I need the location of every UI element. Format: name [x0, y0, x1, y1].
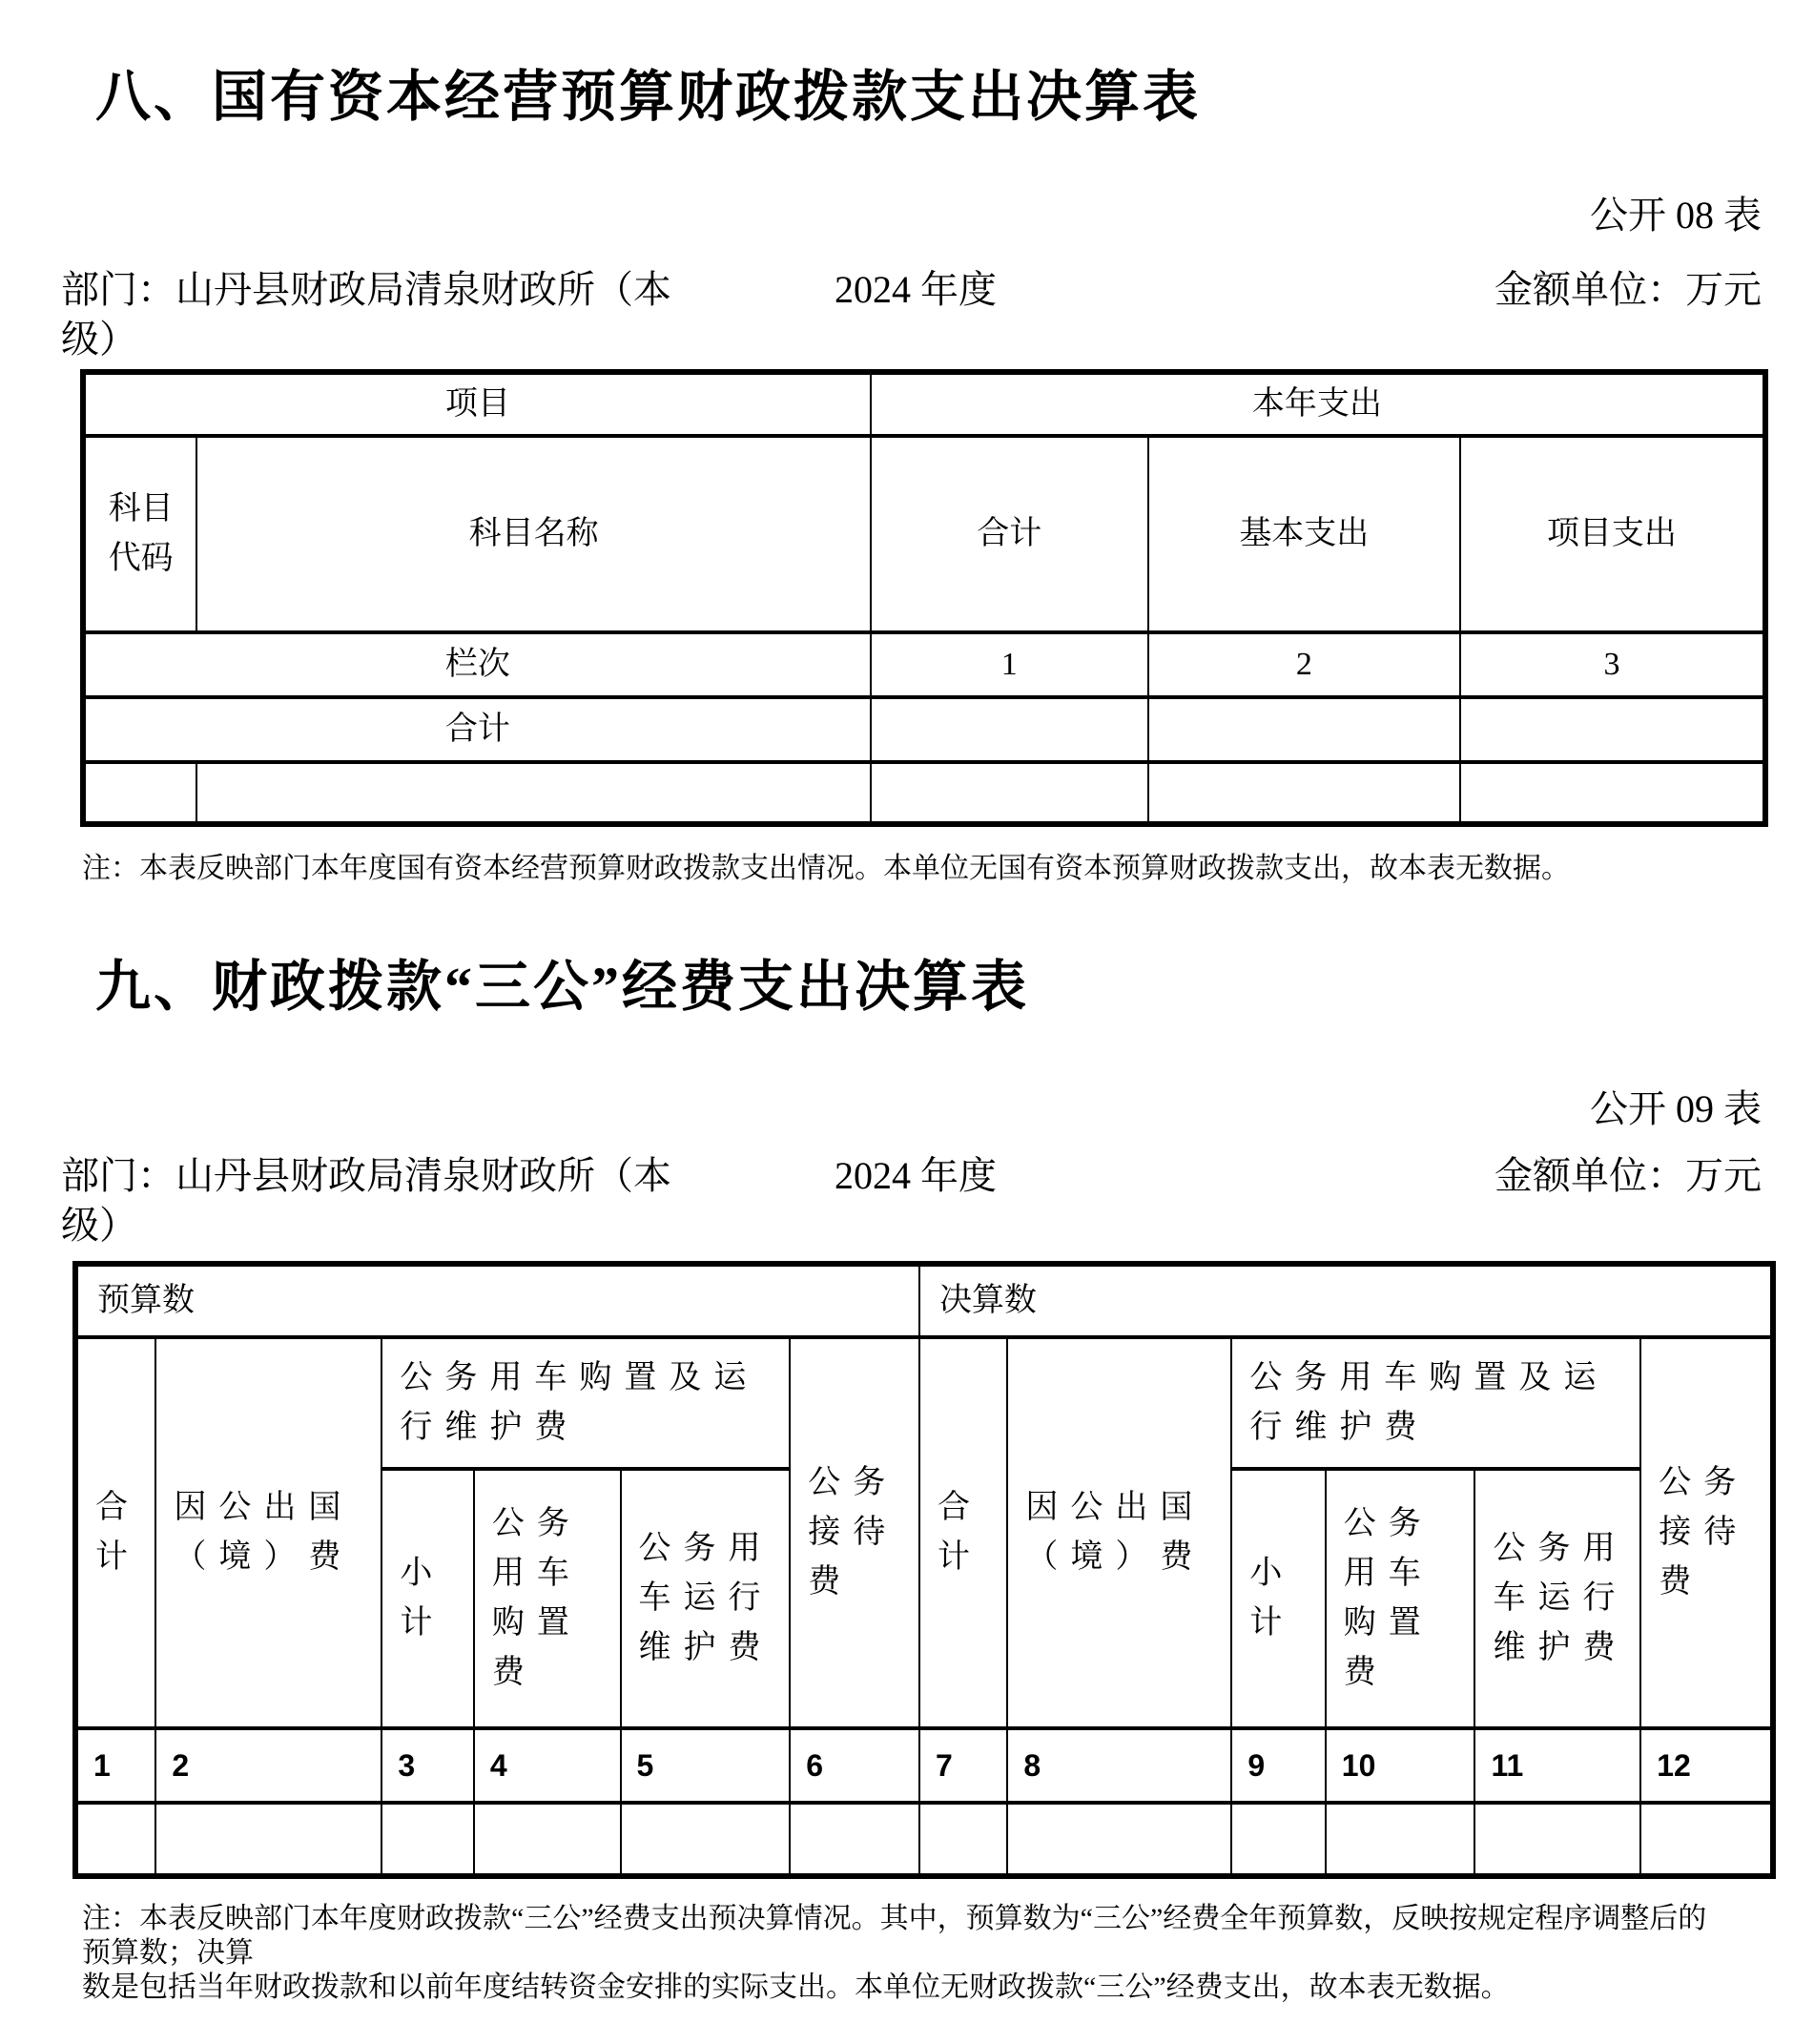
department-label: [61, 1151, 767, 1250]
empty-cell: [83, 762, 196, 824]
total-row-label: 合计: [83, 697, 871, 762]
fiscal-year-label: 2024 年度: [835, 1154, 997, 1197]
header-reception-fee-budget: 公务接待费: [790, 1337, 919, 1728]
header-grand-total-final: 合计: [919, 1337, 1007, 1728]
empty-cell: [155, 1803, 381, 1876]
state-capital-expenditure-table: [80, 369, 1768, 827]
column-number: 3: [381, 1728, 473, 1803]
header-abroad-fee-final: 因公出国（境）费: [1007, 1337, 1231, 1728]
table-note-09: [82, 1902, 1728, 2005]
table-meta-row: [0, 265, 1814, 364]
empty-cell: [1474, 1803, 1640, 1876]
department-line-2: 级）: [61, 1204, 137, 1247]
section-three-public-table: [0, 957, 1814, 2005]
header-total: 合计: [871, 436, 1148, 632]
column-number: 1: [871, 632, 1148, 697]
empty-cell: [790, 1803, 919, 1876]
page-title-section-9: 九、财政拨款“三公”经费支出决算表: [95, 956, 1030, 1018]
three-public-expenses-table: [72, 1261, 1776, 1879]
header-abroad-fee-budget: 因公出国（境）费: [155, 1337, 381, 1728]
header-budget-figures: 预算数: [75, 1264, 919, 1337]
header-subtotal-budget: 小计: [381, 1469, 473, 1728]
column-header-row-upper: [75, 1337, 1773, 1469]
header-subject-name: 科目名称: [196, 436, 870, 632]
empty-cell: [871, 697, 1148, 762]
empty-cell: [474, 1803, 621, 1876]
header-vehicle-maintenance-fee-final: 公务用车运行维护费: [1474, 1469, 1640, 1728]
column-number: 3: [1460, 632, 1765, 697]
column-number: 12: [1640, 1728, 1773, 1803]
empty-cell: [621, 1803, 791, 1876]
fiscal-year-label: 2024 年度: [835, 268, 997, 311]
header-project-expenditure: 项目支出: [1460, 436, 1765, 632]
column-number: 4: [474, 1728, 621, 1803]
column-number: 11: [1474, 1728, 1640, 1803]
table-meta-row: [0, 1151, 1814, 1250]
column-number: 7: [919, 1728, 1007, 1803]
empty-cell: [75, 1803, 155, 1876]
header-final-figures: 决算数: [919, 1264, 1773, 1337]
empty-data-row: [83, 762, 1765, 824]
department-label: [61, 265, 767, 364]
header-current-year-expenditure: 本年支出: [871, 372, 1765, 436]
table-number-label-09: 公开 09 表: [1590, 1087, 1762, 1130]
column-number: 2: [155, 1728, 381, 1803]
empty-cell: [381, 1803, 473, 1876]
column-number: 5: [621, 1728, 791, 1803]
column-number: 8: [1007, 1728, 1231, 1803]
table-note-08: 注：本表反映部门本年度国有资本经营预算财政拨款支出情况。本单位无国有资本预算财政拨款支出，故本表无数据。: [82, 853, 1570, 884]
column-index-row: [75, 1728, 1773, 1803]
subject-code-text: 科目代码: [108, 491, 174, 576]
empty-cell: [196, 762, 870, 824]
budget-final-header-row: [75, 1264, 1773, 1337]
header-project: 项目: [83, 372, 871, 436]
note-line-1: 注：本表反映部门本年度财政拨款“三公”经费支出预决算情况。其中，预算数为“三公”经费全年预算数，反映按规定程序调整后的预算数；决算: [82, 1903, 1707, 1969]
page-title-section-8: 八、国有资本经营预算财政拨款支出决算表: [95, 66, 1202, 128]
header-basic-expenditure: 基本支出: [1148, 436, 1460, 632]
empty-cell: [1148, 762, 1460, 824]
empty-cell: [1640, 1803, 1773, 1876]
amount-unit-label: 金额单位：万元: [1494, 268, 1762, 311]
header-vehicle-group-final: 公务用车购置及运行维护费: [1231, 1337, 1640, 1469]
table-header-row-1: [83, 372, 1765, 436]
header-vehicle-group-budget: 公务用车购置及运行维护费: [381, 1337, 790, 1469]
column-number: 9: [1231, 1728, 1325, 1803]
empty-cell: [1460, 762, 1765, 824]
column-number: 6: [790, 1728, 919, 1803]
column-number: 10: [1326, 1728, 1475, 1803]
column-number: 2: [1148, 632, 1460, 697]
header-vehicle-maintenance-fee-budget: 公务用车运行维护费: [621, 1469, 791, 1728]
header-reception-fee-final: 公务接待费: [1640, 1337, 1773, 1728]
empty-cell: [1460, 697, 1765, 762]
empty-cell: [1148, 697, 1460, 762]
header-grand-total-budget: 合计: [75, 1337, 155, 1728]
header-subject-code: [83, 436, 196, 632]
empty-cell: [1231, 1803, 1325, 1876]
empty-cell: [1007, 1803, 1231, 1876]
table-header-row-2: [83, 436, 1765, 632]
empty-cell: [919, 1803, 1007, 1876]
empty-cell: [1326, 1803, 1475, 1876]
header-vehicle-purchase-fee-final: 公务用车购置费: [1326, 1469, 1475, 1728]
header-subtotal-final: 小计: [1231, 1469, 1325, 1728]
table-number-label-08: 公开 08 表: [1590, 194, 1762, 237]
empty-cell: [871, 762, 1148, 824]
department-line-2: 级）: [61, 318, 137, 361]
department-line-1: 部门：山丹县财政局清泉财政所（本: [61, 268, 671, 311]
total-row: [83, 697, 1765, 762]
column-index-row: [83, 632, 1765, 697]
header-vehicle-purchase-fee-budget: 公务用车购置费: [474, 1469, 621, 1728]
department-line-1: 部门：山丹县财政局清泉财政所（本: [61, 1154, 671, 1197]
amount-unit-label: 金额单位：万元: [1494, 1154, 1762, 1197]
row-index-label: 栏次: [83, 632, 871, 697]
column-number: 1: [75, 1728, 155, 1803]
empty-data-row: [75, 1803, 1773, 1876]
note-line-2: 数是包括当年财政拨款和以前年度结转资金安排的实际支出。本单位无财政拨款“三公”经费支出，故本表无数据。: [82, 1972, 1510, 2003]
section-state-capital-table: [0, 67, 1814, 886]
